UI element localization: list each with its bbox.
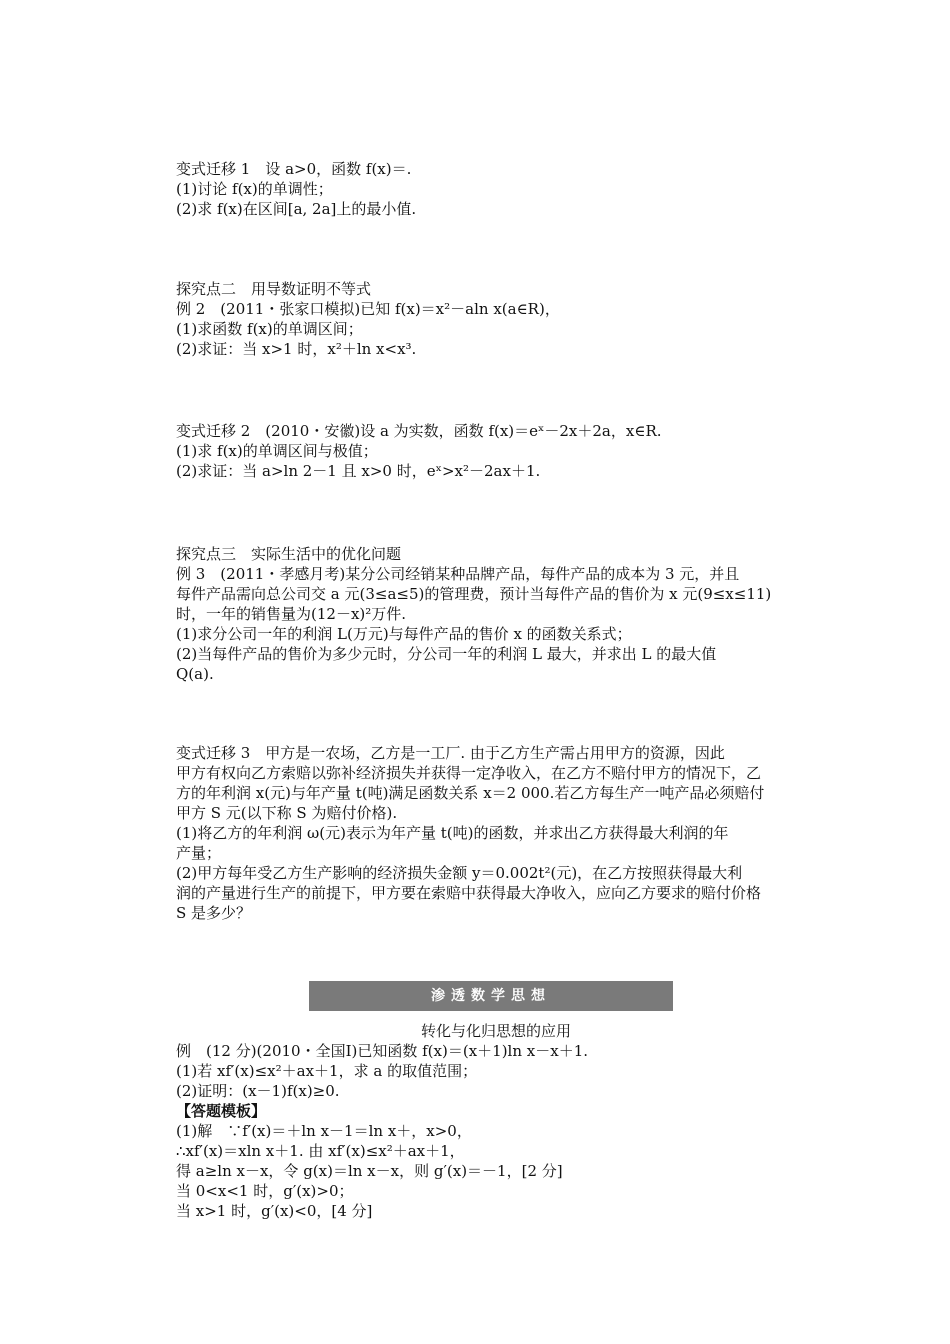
variant-3-line-4: 甲方 S 元(以下称 S 为赔付价格). [176, 804, 398, 822]
example-3-line-3: 时，一年的销售量为(12－x)²万件. [176, 605, 407, 623]
example-2-question-2: (2)求证：当 x>1 时，x²＋ln x<x³. [176, 340, 417, 358]
variant-1-question-2: (2)求 f(x)在区间[a, 2a]上的最小值. [176, 200, 417, 218]
variant-3-question-2: (2)甲方每年受乙方生产影响的经济损失金额 y＝0.002t²(元)，在乙方按照获得最大利 [176, 864, 743, 882]
answer-line-3: 得 a≥ln x－x，令 g(x)＝ln x－x，则 g′(x)＝－1，[2 分] [176, 1162, 563, 1180]
variant-3-line-3: 方的年利润 x(元)与年产量 t(吨)满足函数关系 x＝2 000.若乙方每生产一吨产品必须赔付 [176, 784, 765, 802]
variant-3-line-2: 甲方有权向乙方索赔以弥补经济损失并获得一定净收入，在乙方不赔付甲方的情况下，乙 [176, 764, 762, 782]
example-3-line-1: 例 3 (2011・孝感月考)某分公司经销某种品牌产品，每件产品的成本为 3 元，并且 [176, 565, 740, 583]
example-3-question-1: (1)求分公司一年的利润 L(万元)与每件产品的售价 x 的函数关系式； [176, 625, 632, 643]
example-2-question-1: (1)求函数 f(x)的单调区间； [176, 320, 363, 338]
variant-2-question-1: (1)求 f(x)的单调区间与极值； [176, 442, 378, 460]
answer-line-1: (1)解 ∵f′(x)＝＋ln x－1＝ln x＋，x>0， [176, 1122, 472, 1140]
example-question-2: (2)证明：(x－1)f(x)≥0. [176, 1082, 340, 1100]
variant-2-question-2: (2)求证：当 a>ln 2－1 且 x>0 时，eˣ>x²－2ax＋1. [176, 462, 541, 480]
variant-2-title: 变式迁移 2 (2010・安徽)设 a 为实数，函数 f(x)＝eˣ－2x＋2a，x∈R. [176, 422, 662, 440]
variant-1-title: 变式迁移 1 设 a>0，函数 f(x)＝. [176, 160, 412, 178]
section-3-heading: 探究点三 实际生活中的优化问题 [176, 545, 402, 563]
variant-3-line-1: 变式迁移 3 甲方是一农场，乙方是一工厂. 由于乙方生产需占用甲方的资源，因此 [176, 744, 725, 762]
answer-line-5: 当 x>1 时，g′(x)<0，[4 分] [176, 1202, 373, 1220]
example-2-statement: 例 2 (2011・张家口模拟)已知 f(x)＝x²－aln x(a∈R)， [176, 300, 560, 318]
example-3-question-2-cont: Q(a). [176, 665, 214, 683]
section-2-heading: 探究点二 用导数证明不等式 [176, 280, 372, 298]
variant-3-question-2-cont: 润的产量进行生产的前提下，甲方要在索赔中获得最大净收入，应向乙方要求的赔付价格 [176, 884, 762, 902]
answer-template-label: 【答题模板】 [176, 1102, 267, 1120]
answer-line-4: 当 0<x<1 时，g′(x)>0； [176, 1182, 354, 1200]
variant-3-question-1-cont: 产量； [176, 844, 222, 862]
example-3-line-2: 每件产品需向总公司交 a 元(3≤a≤5)的管理费，预计当每件产品的售价为 x 元(9≤x≤11) [176, 585, 772, 603]
variant-3-question-1: (1)将乙方的年利润 ω(元)表示为年产量 t(吨)的函数，并求出乙方获得最大利润的年 [176, 824, 729, 842]
variant-1-question-1: (1)讨论 f(x)的单调性； [176, 180, 333, 198]
example-question-1: (1)若 xf′(x)≤x²＋ax＋1，求 a 的取值范围； [176, 1062, 478, 1080]
variant-3-question-2-end: S 是多少？ [176, 904, 252, 922]
example-3-question-2: (2)当每件产品的售价为多少元时，分公司一年的利润 L 最大，并求出 L 的最大值 [176, 645, 717, 663]
section-subtitle: 转化与化归思想的应用 [420, 1022, 571, 1040]
section-banner: 渗透数学思想 [309, 981, 673, 1011]
example-statement: 例 (12 分)(2010・全国Ⅰ)已知函数 f(x)＝(x＋1)ln x－x＋1. [176, 1042, 589, 1060]
answer-line-2: ∴xf′(x)＝xln x＋1. 由 xf′(x)≤x²＋ax＋1， [176, 1142, 465, 1160]
